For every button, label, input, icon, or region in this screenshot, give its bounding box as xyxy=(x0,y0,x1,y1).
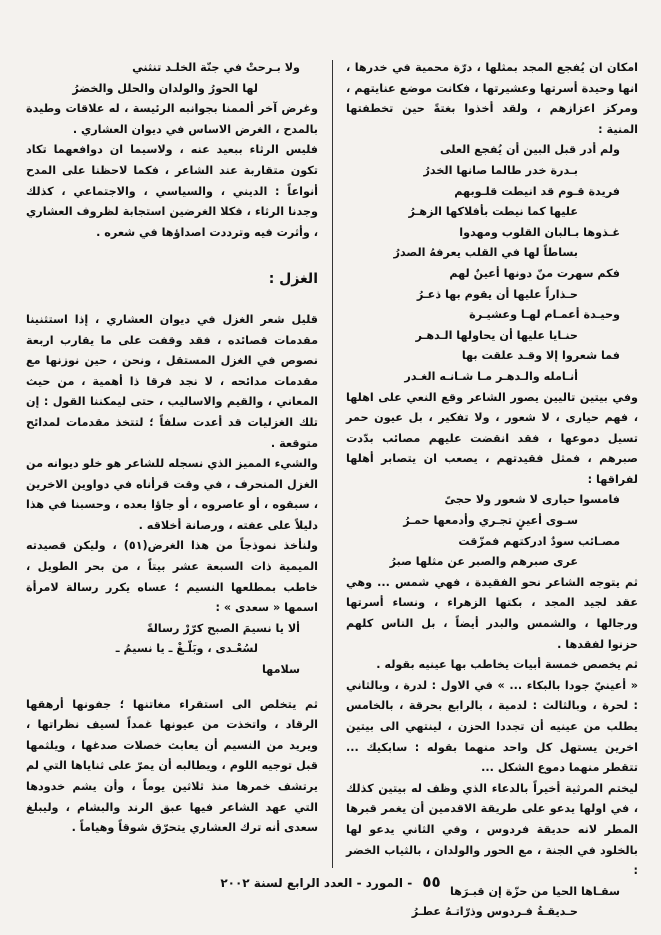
paragraph: ليختم المرثية أخيراً بالدعاء الذي وظف له بيتين كذلك ، في اولها يدعو على طريقة الاقدمين أن يغمر قبرها المطر لانه حديقة فردوس ، وفي الثاني يدعو لها بالخلود في الجنة ، مع الحور والولدان ، بالثياب الخضر : xyxy=(346,781,638,878)
paragraph: فليس الرثاء ببعيد عنه ، ولاسيما ان دوافعهما تكاد تكون متقاربة عند الشاعر ، فكما لاحظنا على المدح أنواعاً : الديني ، والسياسي ، والاجتماعي ، كذلك وجدنا الرثاء ، فكلا الغرضين استجابة لظروف العشاري ، وأثرت فيه وترددت اصداؤها في شعره . xyxy=(26,143,318,239)
verse-hemistich-first: ولم أدر قبل البين أن يُفجع العلى xyxy=(439,143,620,157)
verse-hemistich-second: عليها كما نيطت بأفلاكها الزهـرُ xyxy=(408,205,578,219)
verse-hemistich-second: حنـايا عليها أن يحاولها الـدهـر xyxy=(415,328,578,342)
spacer xyxy=(26,243,318,257)
paragraph: والشيء المميز الذي نسجله للشاعر هو خلو ديوانه من الغزل المنحرف ، في وقت قرأناه في دواوين الاخرين ، سبقوه ، أو عاصروه ، أو جاؤا بعده ، وحسبنا في هذا دليلاً على عفته ، ورصانة أخلاقه . xyxy=(26,457,318,532)
verse-hemistich-first: سلامها xyxy=(261,663,300,677)
verse-hemistich-first: مصـائب سودٌ ادركتهم فمزّقت xyxy=(458,534,620,548)
paragraph: ثم يتخلص الى استقراء مغاتنها ؛ جفونها أرهقها الرقاد ، واتخذت من عيونها غمداً لسيف نظراتها ، ويريد من النسيم أن يعابث خصلات صدغها ، ويلثمها قبل توجيه اللوم ، ويطالبه أن يمرّ على ثناياها التي لم يرتشف خمرها منذ ثلاثين يوماً ، وأن يشم خدودها التي عهد الشاعر فيها عبق الرند والبشام ، وليبلغ سعدى أنه ترك العشاري يتحرّق شوقاً وهياماً . xyxy=(26,697,318,835)
verse-hemistich-first: فكم سهرت منّ دونها أعينٌ لهم xyxy=(449,266,620,280)
verse-hemistich-first: ولا بـرحتْ في جنّة الخلـد تنثني xyxy=(132,61,300,74)
verse-hemistich-first: سقـاها الحيا من حزّة إن قبـرَها xyxy=(449,884,620,898)
verse-hemistich-first: غـذوها بـالبان القلوب ومهدوا xyxy=(459,225,620,239)
page-number: ٥٥ xyxy=(422,873,441,891)
paragraph: ثم يتوجه الشاعر نحو الفقيدة ، فهي شمس ... وهي عقد لجيد المجد ، بكتها الزهراء ، ونساء أسرتها ورجالها ، والشمس والبدر أيضاً ، بل الناس كلهم حزنوا لفقدها . xyxy=(346,575,638,651)
footer-dash: - xyxy=(407,876,413,890)
verse-hemistich-first: وحيـدة أعمـام لهـا وعشيـرة xyxy=(469,308,620,322)
column-divider xyxy=(332,60,333,868)
right-column xyxy=(346,58,638,923)
verse-hemistich-second: لسُعْـدى ، وبَلّـغْ ـ يا نسيمُ ـ xyxy=(115,642,258,656)
paragraph: وغرض آخر ألممنا بجوانبه الرئيسة ، له علاقات وطيدة بالمدح ، الغرض الاساس في ديوان العشاري . xyxy=(26,102,318,136)
verse-hemistich-second: عرى صبرهم والصبر عن مثلها صبرُ xyxy=(389,555,578,569)
paragraph: « أعينيّ جودا بالبكاء ... » في الاول : لدرة ، وبالثاني : لحرة ، وبالثالث : لدمية ، بالرابع بحرقة ، بالخامس يطلب من عينيه أن تجددا الحزن ، لينتهي الى بيتين اخرين يستهل كل واحد منهما بقوله : سابكيك ... تتقطر منهما دموع الشكل ... xyxy=(346,678,638,775)
page-footer xyxy=(0,873,661,891)
paragraph: قليل شعر الغزل في ديوان العشاري ، إذا استثنينا مقدمات قصائده ، فقد وقفت على ما يقارب اربعة نصوص في الغزل المستقل ، ونحن ، حين نوزنها مع مقدمات مدائحه ، لا نجد فرقا ذا أهمية ، من حيث المعاني ، والقيم والاساليب ، حتى ليمكننا القول : إن تلك الغزليات قد أعدت سلفاً ؛ لتتخذ مقدمات لمدائح متوقعة . xyxy=(26,312,318,450)
verse-hemistich-second: حـذاراً عليها أن يقوم بها ذعـرُ xyxy=(416,287,578,301)
verse-hemistich-second: بـدرة خدر طالما صانها الخدرُ xyxy=(423,163,578,177)
verse-hemistich-second: أنـامله والـدهـر مـا شـانـه الغـدر xyxy=(404,369,578,383)
verse-hemistich-second: بساطاً لها في القلب يعرفهُ الصدرُ xyxy=(393,246,578,260)
journal-issue: المورد - العدد الرابع لسنة ٢٠٠٢ xyxy=(220,876,404,890)
verse-hemistich-second: سـوى أعينٍ تجـري وأدمعها حمـرُ xyxy=(403,514,578,528)
paragraph: وفي بيتين تاليين يصور الشاعر وقع النعي على اهلها ، فهم حيارى ، لا شعور ، ولا تفكير ، بل عيون حمر تسيل دموعها ، فقد انقضت عليهم مصائب بدّدت صبرهم ، فمثل فقيدتهم ، يصعب ان يتصابر أهلها لفراقها : xyxy=(346,390,638,486)
section-heading: الغزل : xyxy=(268,271,318,288)
spacer xyxy=(26,681,318,695)
verse-hemistich-first: فما شعروا إلا وقـد علقت بها xyxy=(461,349,620,363)
paragraph: ثم يخصص خمسة أبيات يخاطب بها عينيه بقوله . xyxy=(376,658,638,672)
left-column xyxy=(26,58,318,839)
verse-hemistich-first: فريدة قـوم قد انيطت قلـوبهم xyxy=(454,184,620,198)
paragraph: امكان ان يُفجع المجد بمثلها ، درّة محمية في خدرها ، انها وحيدة أسرتها وعشيرتها ، فكانت موضع عنايتهم ، ومركز اعزازهم ، ولقد أخذوا بغتةً حين تخطفتها المنية : xyxy=(346,61,638,136)
verse-hemistich-first: ألا يا نسيمَ الصبح كرّرْ رسالةً xyxy=(146,621,300,635)
verse-hemistich-second: حـديقـةُ فـردوس وذرّاتـهُ عطـرُ xyxy=(411,905,578,919)
verse-hemistich-first: فامسوا حيارى لا شعور ولا حجىً xyxy=(444,493,620,507)
verse-hemistich-second: لها الحورُ والولدان والحلل والخضرُ xyxy=(72,81,258,95)
paragraph: ولنأخذ نموذجاً من هذا الغرض(٥١) ، وليكن قصيدته الميمية ذات السبعة عشر بيتاً ، من بحر الطويل ، خاطب بمطلعها النسيم ؛ عساه يكرر رسالة لامرأة اسمها « سعدى » : xyxy=(26,539,318,615)
